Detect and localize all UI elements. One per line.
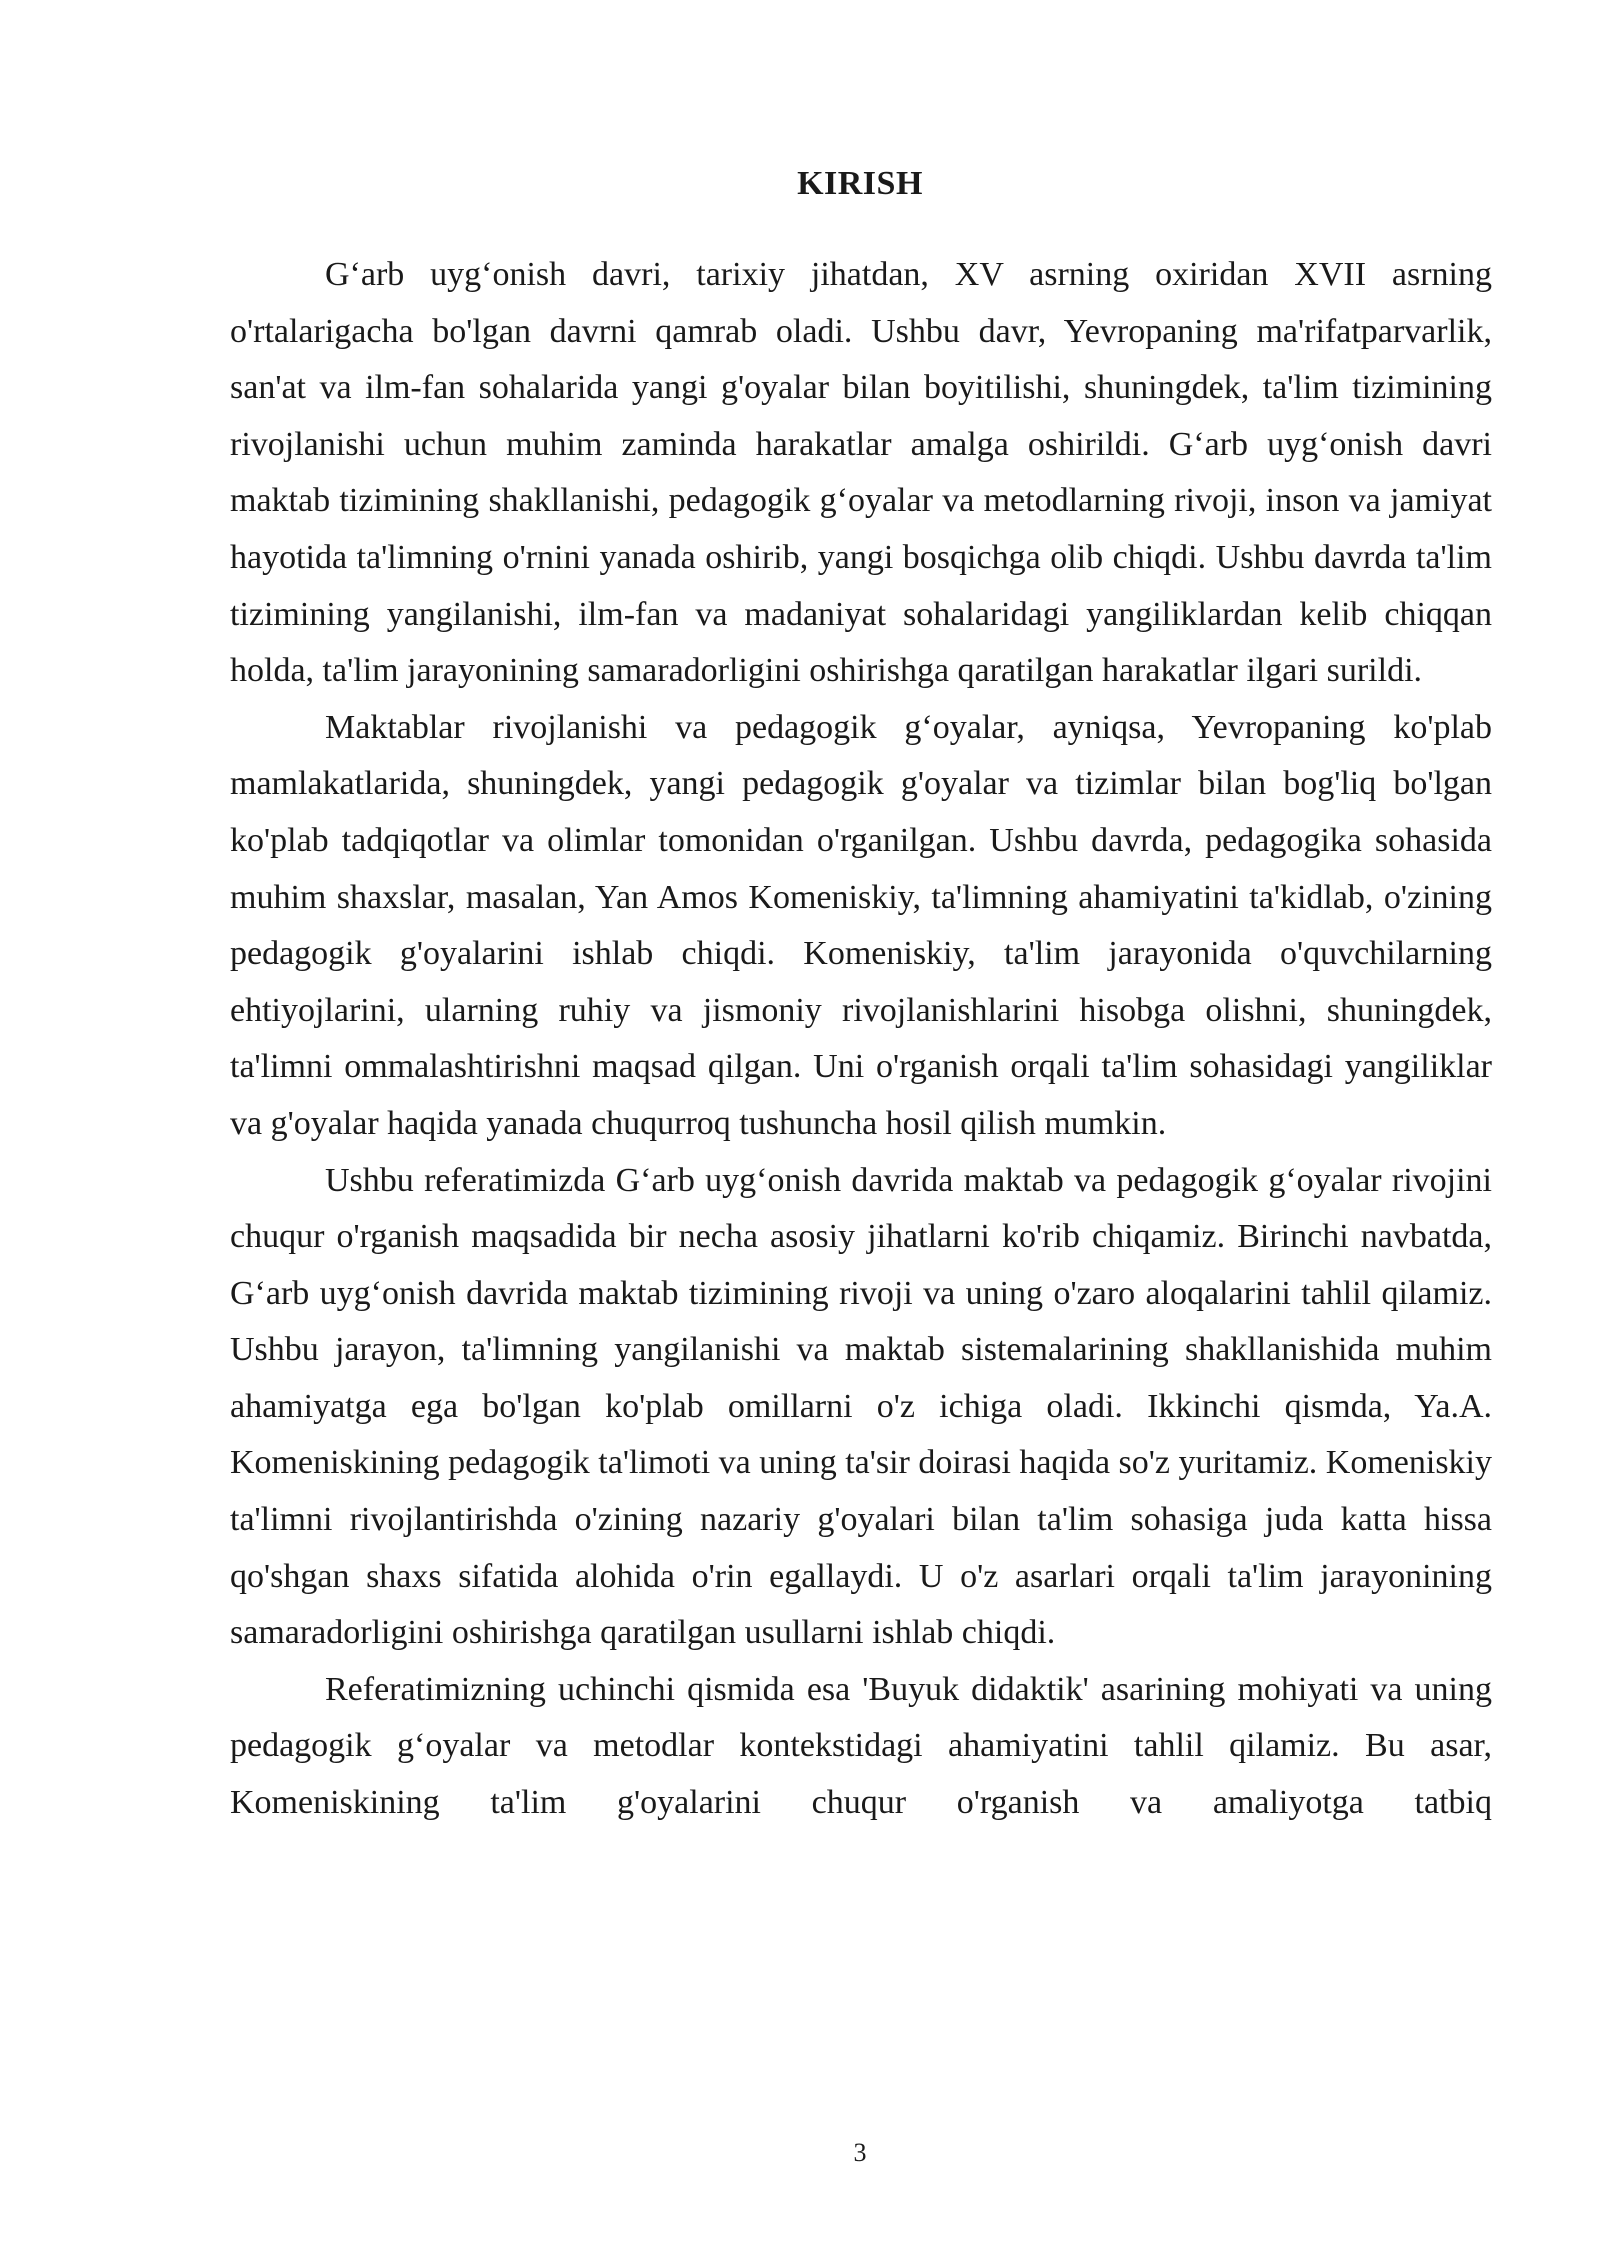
paragraph-2: Maktablar rivojlanishi va pedagogik g‘oyalar, ayniqsa, Yevropaning ko'plab mamlakatlarida, shuningdek, yangi pedagogik g'oyalar va tizimlar bilan bog'liq bo'lgan ko'plab tadqiqotlar va olimlar tomonidan o'rganilgan. Ushbu davrda, pedagogika sohasida muhim shaxslar, masalan, Yan Amos Komeniskiy, ta'limning ahamiyatini ta'kidlab, o'zining pedagogik g'oyalarini ishlab chiqdi. Komeniskiy, ta'lim jarayonida o'quvchilarning ehtiyojlarini, ularning ruhiy va jismoniy rivojlanishlarini hisobga olishni, shuningdek, ta'limni ommalashtirishni maqsad qilgan. Uni o'rganish orqali ta'lim sohasidagi yangiliklar va g'oyalar haqida yanada chuqurroq tushuncha hosil qilish mumkin.	[230, 708, 1492, 1142]
paragraph-3: Ushbu referatimizda G‘arb uyg‘onish davrida maktab va pedagogik g‘oyalar rivojini chuqur o'rganish maqsadida bir necha asosiy jihatlarni ko'rib chiqamiz. Birinchi navbatda, G‘arb uyg‘onish davrida maktab tizimining rivoji va uning o'zaro aloqalarini tahlil qilamiz. Ushbu jarayon, ta'limning yangilanishi va maktab sistemalarining shakllanishida muhim ahamiyatga ega bo'lgan ko'plab omillarni o'z ichiga oladi. Ikkinchi qismda, Ya.A. Komeniskining pedagogik ta'limoti va uning ta'sir doirasi haqida so'z yuritamiz. Komeniskiy ta'limni rivojlantirishda o'zining nazariy g'oyalari bilan ta'lim sohasiga juda katta hissa qo'shgan shaxs sifatida alohida o'rin egallaydi. U o'z asarlari orqali ta'lim jarayonining samaradorligini oshirishga qaratilgan usullarni ishlab chiqdi.	[230, 1161, 1493, 1652]
body-text	[230, 247, 1492, 1832]
paragraph-4: Referatimizning uchinchi qismida esa 'Buyuk didaktik' asarining mohiyati va uning pedagogik g‘oyalar va metodlar kontekstidagi ahamiyatini tahlil qilamiz. Bu asar, Komeniskining ta'lim g'oyalarini chuqur o'rganish va amaliyotga tatbiq	[230, 1670, 1492, 1822]
page-number: 3	[853, 2138, 867, 2167]
paragraph-1: G‘arb uyg‘onish davri, tarixiy jihatdan, XV asrning oxiridan XVII asrning o'rtalarigacha bo'lgan davrni qamrab oladi. Ushbu davr, Yevropaning ma'rifatparvarlik, san'at va ilm-fan sohalarida yangi g'oyalar bilan boyitilishi, shuningdek, ta'lim tizimining rivojlanishi uchun muhim zaminda harakatlar amalga oshirildi. G‘arb uyg‘onish davri maktab tizimining shakllanishi, pedagogik g‘oyalar va metodlarning rivoji, inson va jamiyat hayotida ta'limning o'rnini yanada oshirib, yangi bosqichga olib chiqdi. Ushbu davrda ta'lim tizimining yangilanishi, ilm-fan va madaniyat sohalaridagi yangiliklardan kelib chiqqan holda, ta'lim jarayonining samaradorligini oshirishga qaratilgan harakatlar ilgari surildi.	[230, 256, 1492, 690]
page-title: KIRISH	[797, 165, 923, 202]
